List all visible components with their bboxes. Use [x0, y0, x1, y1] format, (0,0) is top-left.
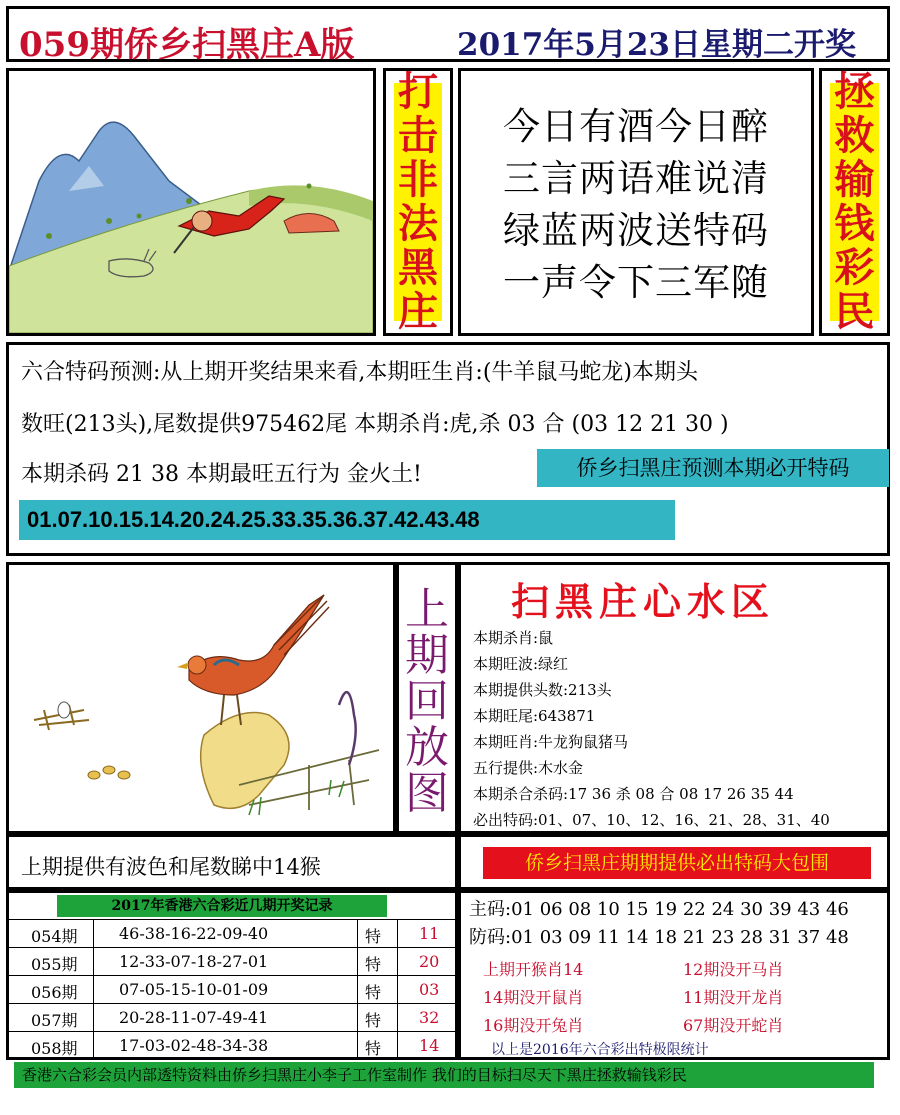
banner-char: 放 [405, 722, 449, 773]
column-divider [397, 1004, 398, 1032]
banner-char: 拯 [834, 68, 875, 115]
numbers-cell: 17-03-02-48-34-38 [119, 1036, 269, 1055]
issue-title: 059期侨乡扫黑庄A版 [19, 25, 355, 65]
poem-lines [461, 101, 811, 309]
heart-item: 本期杀合杀码:17 36 杀 08 合 08 17 26 35 44 [473, 785, 794, 803]
special-cell: 20 [419, 952, 440, 971]
period-cell: 056期 [31, 983, 78, 1002]
prediction-line-3: 本期杀码 21 38 本期最旺五行为 金火土! [21, 462, 422, 487]
numbers-cell: 07-05-15-10-01-09 [119, 980, 269, 999]
banner-char: 救 [834, 112, 875, 159]
stat-item: 16期没开兔肖 [483, 1016, 584, 1035]
special-cell: 03 [419, 980, 440, 999]
period-cell: 054期 [31, 927, 78, 946]
column-divider [397, 948, 398, 976]
column-divider [397, 920, 398, 948]
prediction-box [6, 342, 890, 556]
stat-item: 上期开猴肖14 [483, 960, 584, 979]
special-label-cell: 特 [365, 1039, 382, 1058]
fight-banner [383, 68, 453, 336]
period-cell: 055期 [31, 955, 78, 974]
numbers-cell: 12-33-07-18-27-01 [119, 952, 269, 971]
banner-char: 庄 [398, 288, 438, 335]
banner-char: 打 [398, 68, 438, 115]
column-divider [357, 1004, 358, 1032]
banner-char: 上 [405, 584, 449, 635]
stat-item: 14期没开鼠肖 [483, 988, 584, 1007]
numbers-cell: 46-38-16-22-09-40 [119, 924, 269, 943]
red-tag: 侨乡扫黑庄期期提供必出特码大包围 [483, 847, 871, 879]
history-title: 2017年香港六合彩近几期开奖记录 [57, 895, 387, 917]
heart-item: 本期旺尾:643871 [473, 707, 596, 725]
column-divider [397, 976, 398, 1004]
heart-item: 本期旺肖:牛龙狗鼠猪马 [473, 733, 629, 751]
column-divider [93, 1032, 94, 1060]
column-divider [93, 1004, 94, 1032]
column-divider [397, 1032, 398, 1060]
banner-char: 黑 [398, 244, 438, 291]
banner-char: 图 [405, 768, 449, 819]
banner-char: 钱 [834, 200, 875, 247]
prediction-numbers: 01.07.10.15.14.20.24.25.33.35.36.37.42.43.48 [19, 500, 675, 540]
stat-item: 67期没开蛇肖 [683, 1016, 784, 1035]
poem-line: 今日有酒今日醉 [503, 105, 769, 148]
column-divider [93, 920, 94, 948]
landscape-drawing [9, 71, 373, 333]
poem-box [458, 68, 814, 336]
column-divider [93, 948, 94, 976]
heart-area [458, 562, 890, 834]
landscape-illustration [6, 68, 376, 336]
poem-line: 三言两语难说清 [503, 157, 769, 200]
last-hit-box [6, 834, 458, 890]
heart-item: 本期提供头数:213头 [473, 681, 612, 699]
table-row [9, 1031, 455, 1060]
draw-date: 2017年5月23日星期二开奖 [457, 27, 856, 63]
table-row [9, 975, 455, 1004]
period-cell: 057期 [31, 1011, 78, 1030]
red-tag-box [458, 834, 890, 890]
column-divider [93, 976, 94, 1004]
column-divider [357, 948, 358, 976]
bird-drawing [9, 565, 393, 831]
special-cell: 32 [419, 1008, 440, 1027]
banner-char: 法 [398, 200, 438, 247]
table-row [9, 947, 455, 976]
banner-char: 期 [405, 630, 449, 681]
column-divider [357, 976, 358, 1004]
stat-item: 11期没开龙肖 [683, 988, 784, 1007]
prediction-line-1: 六合特码预测:从上期开奖结果来看,本期旺生肖:(牛羊鼠马蛇龙)本期头 [21, 360, 698, 385]
period-cell: 058期 [31, 1039, 78, 1058]
poem-line: 绿蓝两波送特码 [503, 209, 769, 252]
footer-bar: 香港六合彩会员内部透特资料由侨乡扫黑庄小李子工作室制作 我们的目标扫尽天下黑庄拯救输钱彩民 [14, 1062, 874, 1088]
banner-char: 回 [405, 676, 449, 727]
replay-banner-label [399, 584, 455, 819]
banner-char: 击 [398, 112, 438, 159]
heart-item: 必出特码:01、07、10、12、16、21、28、31、40 [473, 811, 830, 829]
replay-banner [396, 562, 458, 834]
last-hit-text: 上期提供有波色和尾数睇中14猴 [21, 855, 321, 879]
banner-char: 输 [834, 156, 875, 203]
header-bar [6, 6, 890, 65]
codes-box [458, 890, 890, 1060]
stat-item: 12期没开马肖 [683, 960, 784, 979]
numbers-cell: 20-28-11-07-49-41 [119, 1008, 269, 1027]
banner-char: 彩 [834, 244, 875, 291]
defense-code: 防码:01 03 09 11 14 18 21 23 28 31 37 48 [469, 927, 849, 948]
rescue-banner [819, 68, 890, 336]
rescue-banner-bg [830, 68, 879, 335]
stats-note: 以上是2016年六合彩出特极限统计 [491, 1042, 709, 1058]
banner-char: 民 [834, 288, 875, 335]
heart-item: 五行提供:木水金 [473, 759, 584, 777]
column-divider [357, 1032, 358, 1060]
poem-line: 一声令下三军随 [503, 261, 769, 304]
bird-illustration [6, 562, 396, 834]
prediction-line-2: 数旺(213头),尾数提供975462尾 本期杀肖:虎,杀 03 合 (03 12 21 30 ) [21, 412, 729, 437]
heart-item: 本期旺波:绿红 [473, 655, 569, 673]
heart-item: 本期杀肖:鼠 [473, 629, 554, 647]
special-label-cell: 特 [365, 955, 382, 974]
main-code: 主码:01 06 08 10 15 19 22 24 30 39 43 46 [469, 899, 849, 920]
table-row [9, 919, 455, 948]
history-table [6, 890, 458, 1060]
table-row [9, 1003, 455, 1032]
banner-char: 非 [398, 156, 438, 203]
special-label-cell: 特 [365, 927, 382, 946]
heart-title: 扫黑庄心水区 [511, 579, 776, 624]
prediction-tag: 侨乡扫黑庄预测本期必开特码 [537, 449, 889, 487]
fight-banner-bg [394, 68, 442, 335]
column-divider [357, 920, 358, 948]
special-cell: 14 [419, 1036, 440, 1055]
special-label-cell: 特 [365, 1011, 382, 1030]
special-label-cell: 特 [365, 983, 382, 1002]
special-cell: 11 [419, 924, 440, 943]
